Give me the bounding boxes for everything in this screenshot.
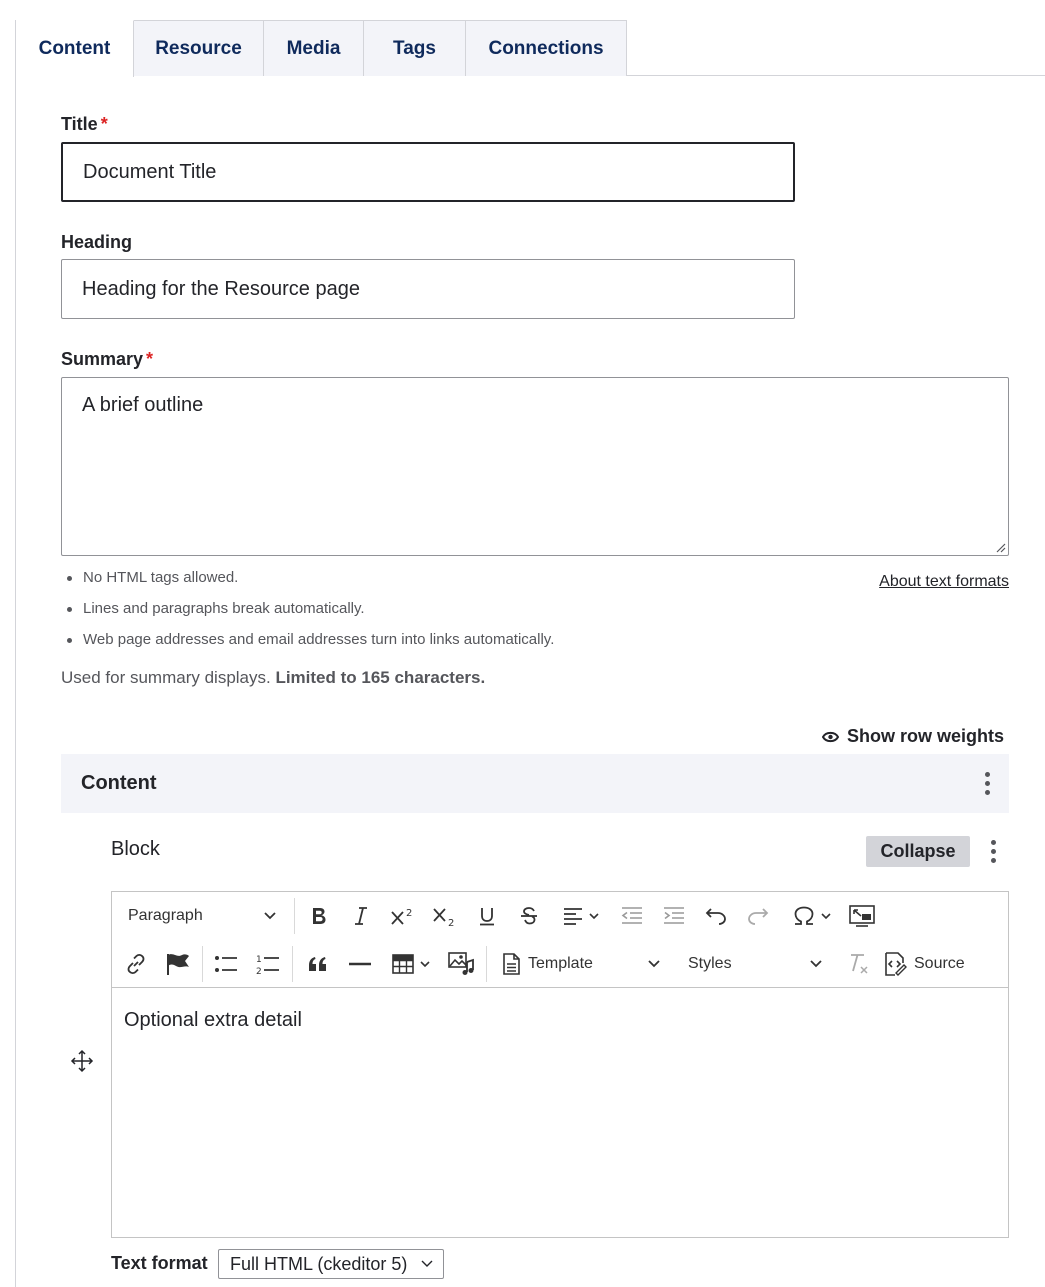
source-code-icon [884, 952, 908, 976]
horizontal-line-icon [348, 962, 372, 966]
tab-connections[interactable] [466, 20, 627, 76]
required-mark: * [100, 114, 108, 134]
source-label: Source [914, 955, 965, 972]
outdent-button[interactable] [616, 898, 648, 934]
chevron-down-icon [810, 960, 822, 968]
svg-text:1: 1 [256, 955, 262, 965]
tab-tags-label: Tags [393, 37, 436, 59]
text-format-selected: Full HTML (ckeditor 5) [230, 1253, 408, 1274]
drag-handle-icon[interactable] [70, 1049, 94, 1073]
subscript-icon [432, 905, 458, 927]
subscript-button[interactable] [430, 898, 460, 934]
fullscreen-button[interactable] [846, 898, 878, 934]
source-button[interactable] [884, 946, 974, 982]
title-input[interactable] [61, 142, 795, 202]
redo-button[interactable] [742, 898, 774, 934]
heading-label-text: Heading [61, 232, 133, 252]
summary-description-limit: Limited to 165 characters. [275, 668, 486, 687]
link-button[interactable] [120, 946, 152, 982]
tab-tags[interactable] [364, 20, 466, 76]
undo-button[interactable] [700, 898, 732, 934]
chevron-down-icon [421, 1260, 433, 1268]
format-tips-list [61, 566, 554, 659]
italic-button[interactable] [346, 898, 376, 934]
blockquote-button[interactable] [302, 946, 334, 982]
bulleted-list-button[interactable] [210, 946, 242, 982]
underline-button[interactable] [472, 898, 502, 934]
show-row-weights-button[interactable] [822, 726, 1004, 747]
title-label-text: Title [61, 114, 98, 134]
strikethrough-button[interactable] [514, 898, 544, 934]
remove-format-button[interactable] [842, 946, 874, 982]
summary-description [61, 668, 485, 688]
format-tip: No HTML tags allowed. [61, 566, 554, 597]
paragraph-dropdown-label: Paragraph [128, 907, 203, 924]
text-format-select[interactable] [218, 1249, 444, 1279]
tab-resource-label: Resource [155, 37, 242, 59]
chevron-down-icon [648, 960, 660, 968]
numbered-list-icon [256, 953, 280, 975]
superscript-button[interactable] [388, 898, 418, 934]
link-icon [125, 953, 147, 975]
anchor-button[interactable] [162, 946, 194, 982]
chevron-down-icon [264, 912, 276, 920]
editor-content-area[interactable] [112, 989, 1008, 1237]
svg-text:2: 2 [256, 967, 262, 975]
chevron-down-icon [821, 913, 831, 920]
tab-resource[interactable] [134, 20, 264, 76]
table-icon [392, 954, 414, 974]
remove-format-icon [846, 953, 870, 975]
paragraph-dropdown[interactable] [122, 898, 282, 934]
redo-icon [747, 907, 769, 925]
bulleted-list-icon [214, 954, 238, 974]
svg-text:2: 2 [448, 918, 455, 927]
flag-icon [165, 952, 191, 976]
numbered-list-button[interactable] [252, 946, 284, 982]
tab-content[interactable] [16, 20, 134, 77]
indent-icon [663, 907, 685, 925]
underline-icon [478, 906, 496, 926]
alignment-dropdown[interactable] [556, 898, 606, 934]
block-label: Block [111, 838, 160, 860]
text-format-label: Text format [111, 1253, 208, 1273]
bold-button[interactable] [304, 898, 334, 934]
outdent-icon [621, 907, 643, 925]
content-section-header [61, 754, 1009, 813]
quote-icon [307, 956, 329, 972]
omega-icon [793, 906, 815, 926]
tab-media[interactable] [264, 20, 364, 76]
eye-icon [822, 731, 839, 743]
summary-textarea[interactable] [61, 377, 1009, 556]
svg-text:2: 2 [406, 908, 413, 919]
show-row-weights-label: Show row weights [847, 726, 1005, 746]
rich-text-editor [111, 891, 1009, 1238]
summary-label-text: Summary [61, 349, 144, 369]
resize-grip-icon[interactable] [994, 541, 1006, 553]
document-icon [502, 953, 520, 975]
editor-paragraph: Optional extra detail [124, 1009, 302, 1031]
summary-label [61, 349, 153, 370]
title-label [61, 114, 108, 135]
tab-media-label: Media [286, 37, 341, 59]
about-text-formats-link[interactable]: About text formats [879, 573, 1009, 590]
undo-icon [705, 907, 727, 925]
heading-input[interactable] [61, 259, 795, 319]
chevron-down-icon [589, 913, 599, 920]
template-dropdown-label: Template [528, 955, 593, 972]
horizontal-line-button[interactable] [344, 946, 376, 982]
editor-toolbar [112, 892, 1008, 988]
superscript-icon [390, 906, 416, 926]
template-dropdown[interactable] [496, 946, 666, 982]
chevron-down-icon [420, 961, 430, 968]
styles-dropdown[interactable] [682, 946, 828, 982]
table-dropdown[interactable] [386, 946, 436, 982]
template-dropdown-inner [502, 953, 593, 975]
strikethrough-icon [520, 906, 538, 926]
special-characters-dropdown[interactable] [786, 898, 838, 934]
summary-description-text: Used for summary displays. [61, 668, 276, 687]
bold-icon [310, 906, 328, 926]
collapse-button[interactable]: Collapse [866, 836, 970, 867]
tab-bar [16, 20, 1045, 76]
tab-content-label: Content [38, 38, 111, 59]
fullscreen-icon [849, 905, 875, 927]
content-section-menu-icon[interactable] [975, 770, 999, 798]
block-menu-icon[interactable] [981, 838, 1005, 866]
required-mark: * [146, 349, 154, 369]
format-tip: Lines and paragraphs break automatically. [61, 597, 554, 628]
tab-connections-label: Connections [488, 37, 604, 59]
content-section-title: Content [81, 772, 157, 794]
align-left-icon [563, 907, 583, 925]
italic-icon [353, 906, 369, 926]
styles-dropdown-label: Styles [688, 955, 732, 972]
indent-button[interactable] [658, 898, 690, 934]
media-icon [448, 952, 474, 976]
media-button[interactable] [444, 946, 478, 982]
heading-label [61, 232, 132, 253]
format-tip: Web page addresses and email addresses turn into links automatically. [61, 628, 554, 659]
